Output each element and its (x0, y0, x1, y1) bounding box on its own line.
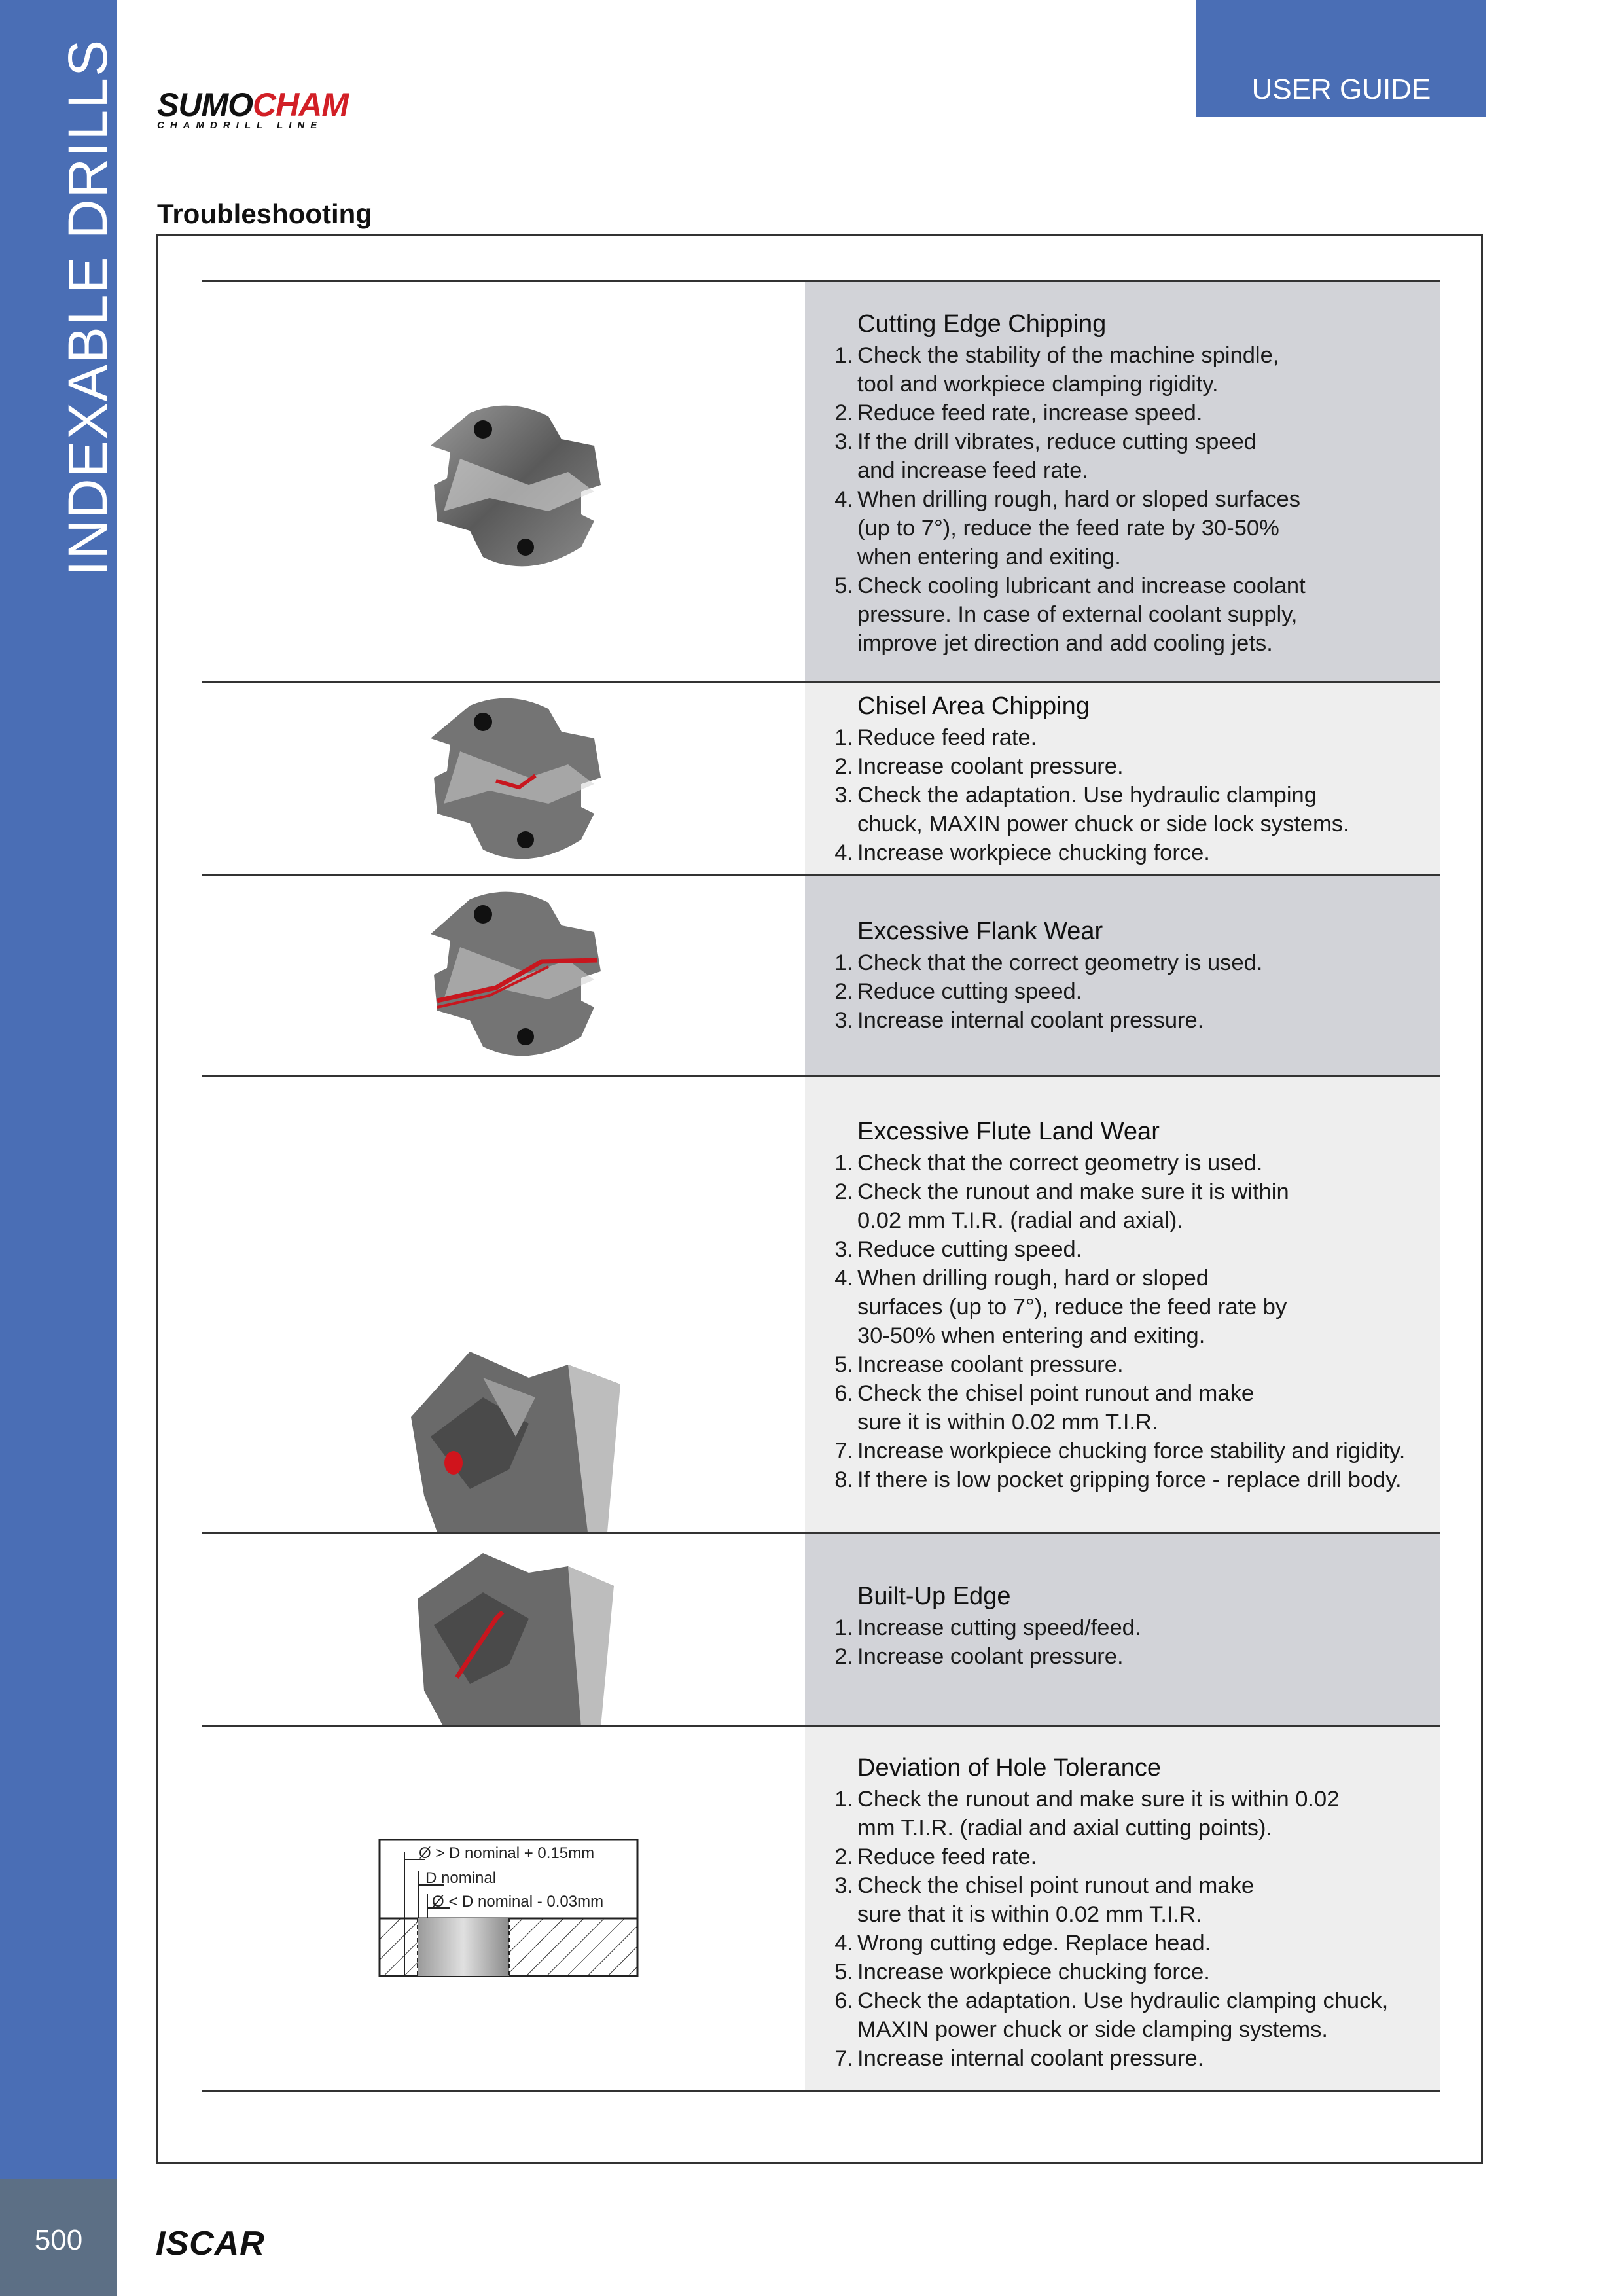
step-item: 5. Check cooling lubricant and increase coolant pressure. In case of external coolant supply, improve jet direction and add cooling jets. (834, 573, 1306, 656)
drill-head-image (398, 689, 620, 872)
drill-head-image (398, 883, 620, 1073)
text-panel (805, 683, 1440, 874)
logo-text-sumo: SUMO (157, 86, 253, 123)
step-item: 4. Increase workpiece chucking force. (834, 840, 1210, 865)
step-item: 3. Check the chisel point runout and make sure that it is within 0.02 mm T.I.R. (834, 1873, 1255, 1927)
troubleshoot-row (202, 1725, 1440, 2092)
step-item: 2. Reduce cutting speed. (834, 979, 1082, 1004)
step-item: 3. Reduce cutting speed. (834, 1237, 1082, 1262)
step-item: 6. Check the chisel point runout and make sure it is within 0.02 mm T.I.R. (834, 1381, 1255, 1435)
step-item: 2. Reduce feed rate. (834, 1844, 1037, 1869)
item-title: Deviation of Hole Tolerance (857, 1754, 1162, 1782)
step-item: 1. Increase cutting speed/feed. (834, 1615, 1141, 1640)
text-panel (805, 1534, 1440, 1725)
step-item: 8. If there is low pocket gripping force - replace drill body. (834, 1467, 1402, 1492)
user-guide-tab (1196, 0, 1486, 117)
tolerance-label-min: Ø < D nominal - 0.03mm (432, 1893, 604, 1910)
hole-tolerance-diagram (378, 1839, 640, 1982)
logo-text-cham: CHAM (253, 86, 348, 123)
item-title: Cutting Edge Chipping (857, 310, 1107, 338)
page-number: 500 (34, 2224, 83, 2256)
step-item: 3. If the drill vibrates, reduce cutting speed and increase feed rate. (834, 429, 1257, 483)
sumocham-logo (157, 88, 348, 131)
step-item: 7. Increase internal coolant pressure. (834, 2046, 1204, 2071)
item-title: Chisel Area Chipping (857, 692, 1090, 720)
iscar-logo: ISCAR (156, 2225, 265, 2263)
troubleshoot-row (202, 280, 1440, 681)
steps-list (818, 723, 1433, 867)
text-panel (805, 1727, 1440, 2090)
steps-list (818, 341, 1433, 658)
step-item: 2. Check the runout and make sure it is within 0.02 mm T.I.R. (radial and axial). (834, 1179, 1289, 1233)
step-item: 7. Increase workpiece chucking force stability and rigidity. (834, 1439, 1406, 1463)
steps-list (818, 948, 1433, 1035)
sidebar (0, 0, 117, 2179)
user-guide-label: USER GUIDE (1251, 73, 1431, 105)
steps-list (818, 1149, 1433, 1494)
step-item: 1. Check that the correct geometry is used. (834, 1151, 1263, 1175)
logo-subtitle: CHAMDRILL LINE (157, 120, 323, 131)
troubleshoot-row (202, 1075, 1440, 1532)
step-item: 3. Check the adaptation. Use hydraulic clamping chuck, MAXIN power chuck or side lock systems. (834, 783, 1349, 836)
step-item: 1. Reduce feed rate. (834, 725, 1037, 750)
steps-list (818, 1613, 1433, 1671)
item-title: Excessive Flank Wear (857, 918, 1103, 945)
step-item: 2. Increase coolant pressure. (834, 754, 1124, 779)
text-panel (805, 282, 1440, 681)
step-item: 4. When drilling rough, hard or sloped surfaces (up to 7°), reduce the feed rate by 30-50% when entering and exiting. (834, 487, 1300, 569)
steps-list (818, 1785, 1433, 2073)
section-title: Troubleshooting (157, 198, 372, 229)
step-item: 3. Increase internal coolant pressure. (834, 1008, 1204, 1033)
step-item: 5. Increase workpiece chucking force. (834, 1960, 1210, 1984)
troubleshoot-row (202, 874, 1440, 1075)
troubleshoot-row (202, 1532, 1440, 1725)
text-panel (805, 876, 1440, 1075)
text-panel (805, 1077, 1440, 1532)
step-item: 1. Check the runout and make sure it is within 0.02 mm T.I.R. (radial and axial cutting points). (834, 1787, 1340, 1840)
tolerance-label-max: Ø > D nominal + 0.15mm (419, 1844, 595, 1862)
drill-head-image (398, 400, 620, 577)
step-item: 4. Wrong cutting edge. Replace head. (834, 1931, 1211, 1956)
step-item: 1. Check that the correct geometry is used. (834, 950, 1263, 975)
item-title: Excessive Flute Land Wear (857, 1118, 1160, 1145)
step-item: 4. When drilling rough, hard or sloped surfaces (up to 7°), reduce the feed rate by 30-50% when entering and exiting. (834, 1266, 1287, 1348)
item-title: Built-Up Edge (857, 1583, 1011, 1610)
step-item: 1. Check the stability of the machine spindle, tool and workpiece clamping rigidity. (834, 343, 1279, 397)
step-item: 6. Check the adaptation. Use hydraulic clamping chuck, MAXIN power chuck or side clamping systems. (834, 1988, 1389, 2042)
drill-body-image (372, 1547, 647, 1727)
step-item: 2. Increase coolant pressure. (834, 1644, 1124, 1669)
step-item: 2. Reduce feed rate, increase speed. (834, 401, 1203, 425)
drill-body-image (372, 1338, 647, 1532)
tolerance-label-nominal: D nominal (425, 1869, 497, 1887)
sidebar-title: INDEXABLE DRILLS (57, 39, 118, 576)
step-item: 5. Increase coolant pressure. (834, 1352, 1124, 1377)
troubleshoot-row (202, 681, 1440, 874)
